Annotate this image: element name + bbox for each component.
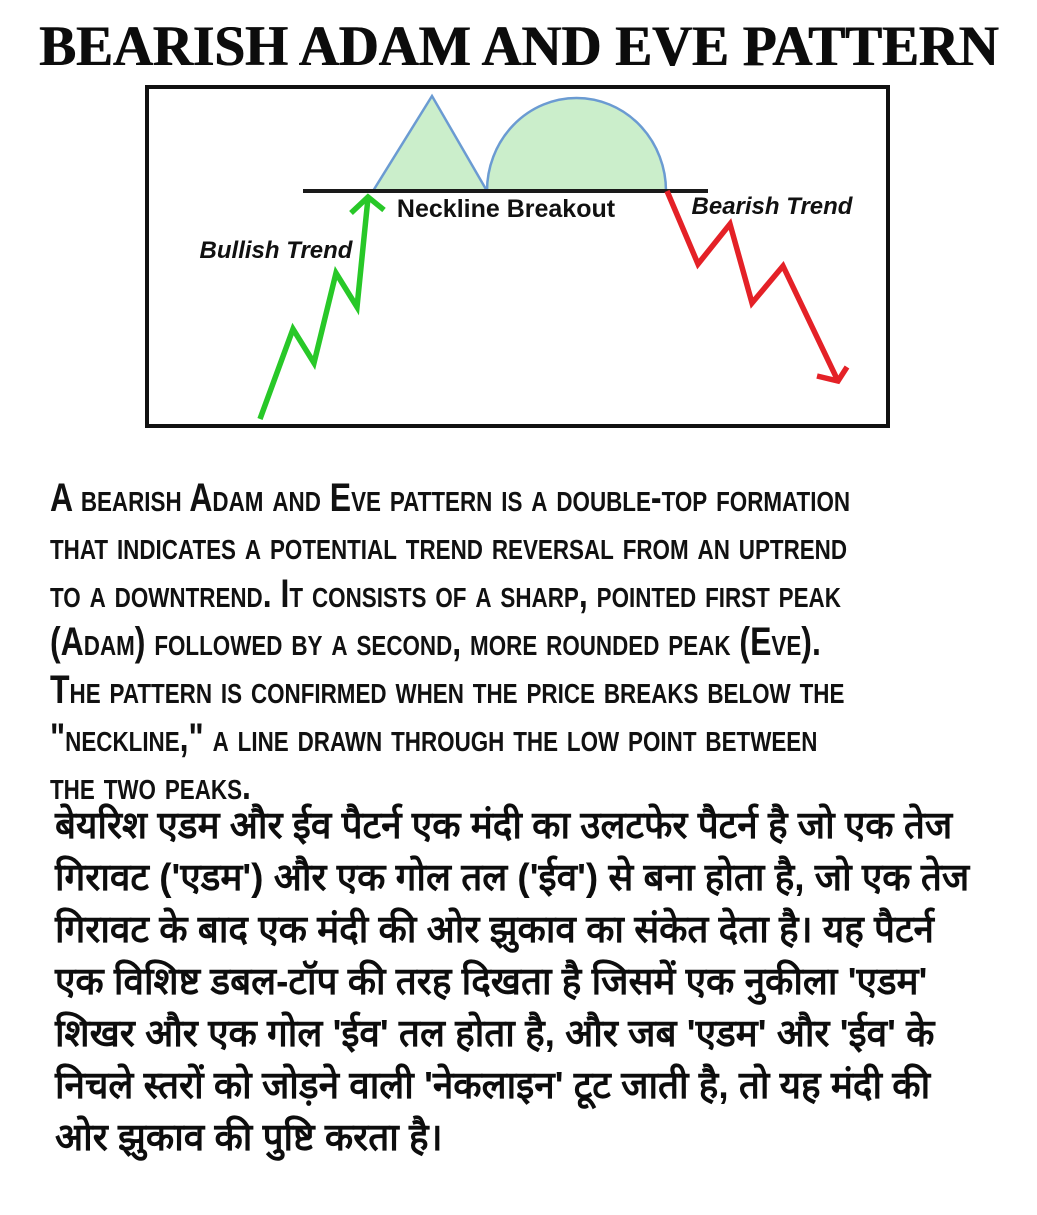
english-description — [50, 474, 1035, 810]
english-line: (Adam) followed by a second, more rounded peak (Eve). — [50, 620, 821, 664]
adam-peak — [373, 96, 487, 191]
hindi-line: शिखर और एक गोल 'ईव' तल होता है, और जब 'एडम' और 'ईव' के — [55, 1013, 935, 1055]
pattern-diagram — [145, 85, 890, 428]
hindi-line: निचले स्तरों को जोड़ने वाली 'नेकलाइन' टूट जाती है, तो यह मंदी की — [55, 1065, 931, 1107]
english-line: The pattern is confirmed when the price breaks below the — [50, 668, 845, 712]
page-title — [0, 14, 1037, 79]
english-line: to a downtrend. It consists of a sharp, pointed first peak — [50, 572, 841, 616]
english-line: A bearish Adam and Eve pattern is a double-top formation — [50, 476, 851, 520]
pattern-diagram-canvas — [145, 85, 890, 428]
hindi-line: ओर झुकाव की पुष्टि करता है। — [55, 1117, 443, 1159]
bullish-trend-label: Bullish Trend — [199, 237, 353, 264]
english-line: "neckline," a line drawn through the low point between — [50, 716, 818, 760]
bearish-trend-label: Bearish Trend — [691, 193, 853, 220]
hindi-line: गिरावट ('एडम') और एक गोल तल ('ईव') से बना होता है, जो एक तेज — [55, 857, 970, 899]
hindi-line: बेयरिश एडम और ईव पैटर्न एक मंदी का उलटफेर पैटर्न है जो एक तेज — [55, 805, 953, 847]
english-line: the two peaks. — [50, 764, 251, 808]
bullish-arrow-shaft — [260, 198, 368, 419]
hindi-line: एक विशिष्ट डबल-टॉप की तरह दिखता है जिसमें एक नुकीला 'एडम' — [55, 961, 928, 1003]
eve-peak — [487, 98, 666, 191]
hindi-description — [55, 800, 1015, 1164]
neckline-breakout-label: Neckline Breakout — [396, 195, 616, 223]
page-title-text: BEARISH ADAM AND EVE PATTERN — [38, 15, 999, 78]
english-line: that indicates a potential trend reversal from an uptrend — [50, 524, 848, 568]
hindi-line: गिरावट के बाद एक मंदी की ओर झुकाव का संकेत देता है। यह पैटर्न — [55, 909, 935, 951]
